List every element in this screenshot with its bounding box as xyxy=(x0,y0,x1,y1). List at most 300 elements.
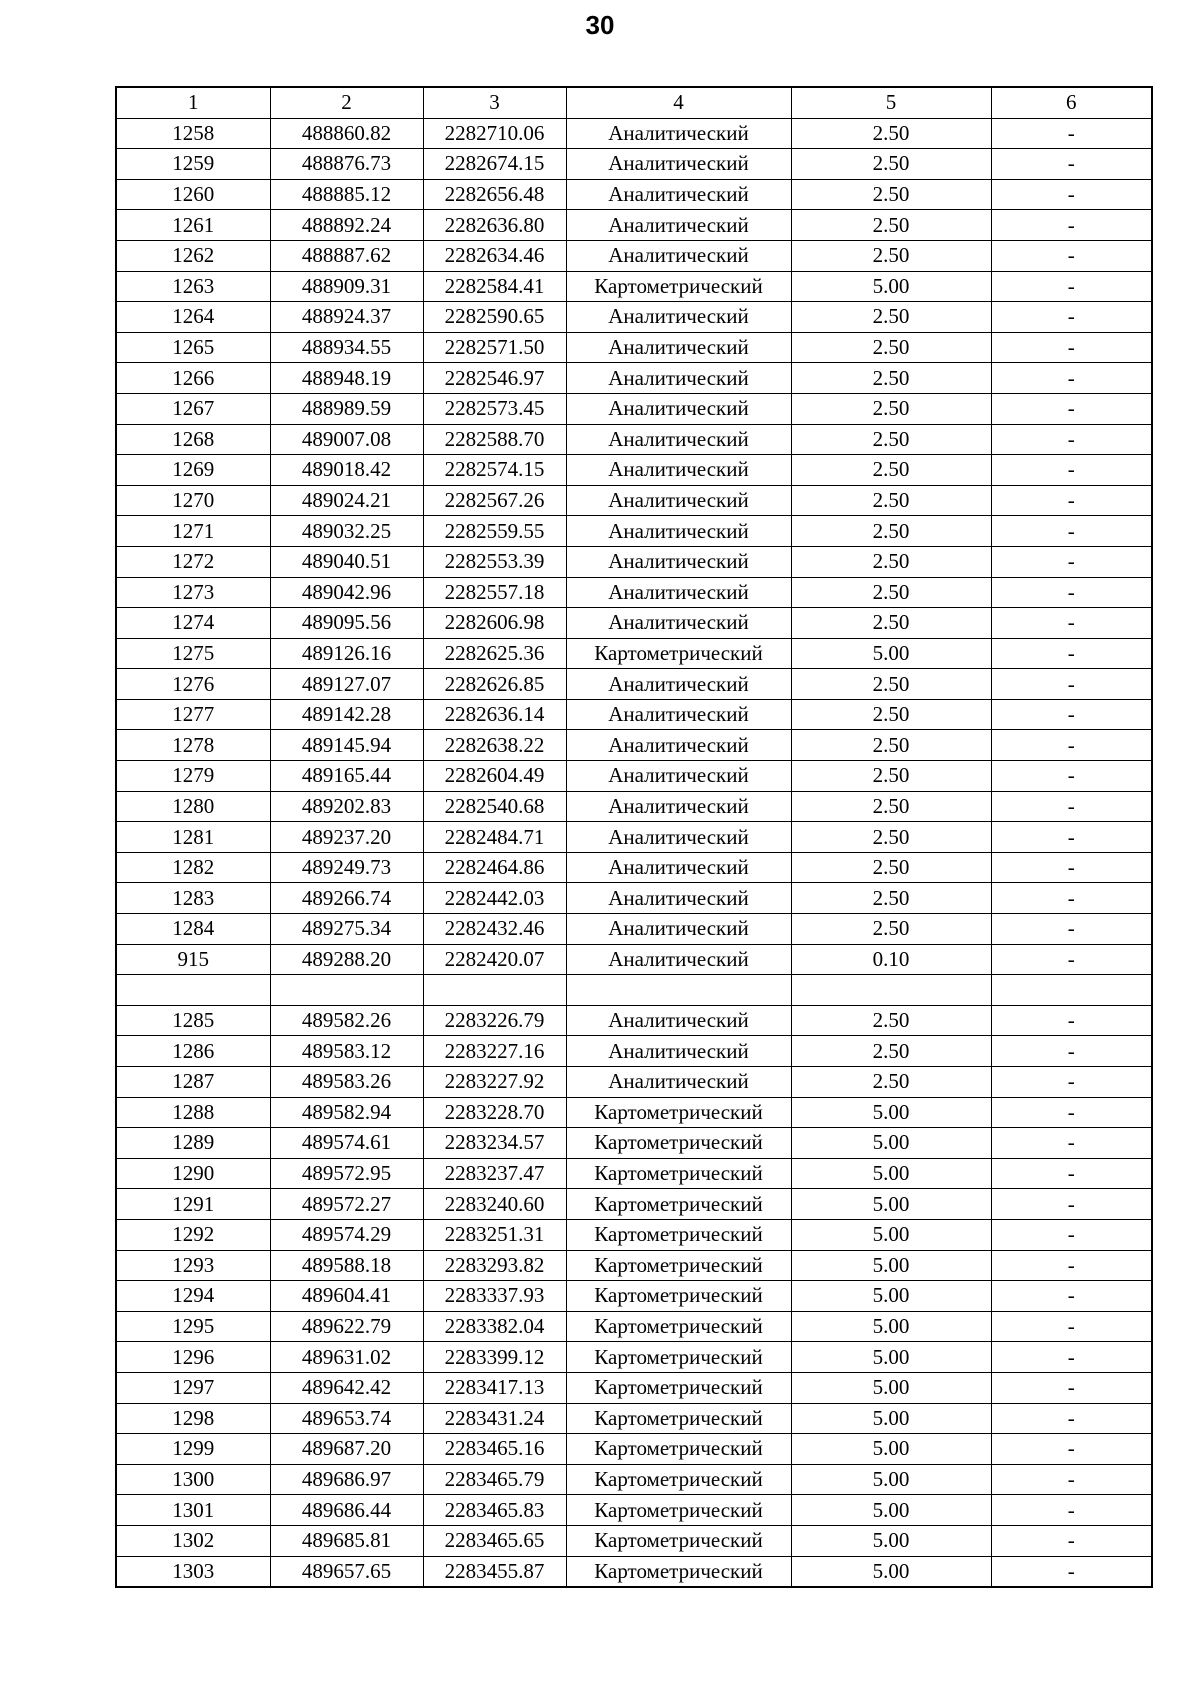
table-row xyxy=(116,1189,1152,1220)
point-number-cell: 1289 xyxy=(116,1128,270,1159)
y-coordinate-cell: 2282636.14 xyxy=(423,699,566,730)
table-row xyxy=(116,822,1152,853)
accuracy-cell: 5.00 xyxy=(791,1189,991,1220)
point-number-cell: 1269 xyxy=(116,455,270,486)
header-row xyxy=(116,87,1152,118)
y-coordinate-cell: 2282710.06 xyxy=(423,118,566,149)
point-number-cell: 1281 xyxy=(116,822,270,853)
accuracy-cell: 5.00 xyxy=(791,1281,991,1312)
point-number-cell: 1271 xyxy=(116,516,270,547)
accuracy-cell: 2.50 xyxy=(791,791,991,822)
y-coordinate-cell: 2283465.79 xyxy=(423,1464,566,1495)
x-coordinate-cell: 489095.56 xyxy=(270,608,423,639)
table-row xyxy=(116,638,1152,669)
x-coordinate-cell: 489024.21 xyxy=(270,485,423,516)
note-cell: - xyxy=(991,1372,1152,1403)
accuracy-cell: 2.50 xyxy=(791,914,991,945)
accuracy-cell: 2.50 xyxy=(791,669,991,700)
x-coordinate-cell: 489582.94 xyxy=(270,1097,423,1128)
accuracy-cell: 2.50 xyxy=(791,608,991,639)
y-coordinate-cell: 2282432.46 xyxy=(423,914,566,945)
y-coordinate-cell: 2282573.45 xyxy=(423,393,566,424)
point-number-cell: 1295 xyxy=(116,1311,270,1342)
accuracy-cell: 5.00 xyxy=(791,1403,991,1434)
point-number-cell: 1287 xyxy=(116,1067,270,1098)
accuracy-cell: 5.00 xyxy=(791,1495,991,1526)
method-cell: Аналитический xyxy=(566,852,791,883)
accuracy-cell: 5.00 xyxy=(791,1525,991,1556)
table-row xyxy=(116,363,1152,394)
table-row xyxy=(116,608,1152,639)
accuracy-cell: 2.50 xyxy=(791,240,991,271)
point-number-cell: 1302 xyxy=(116,1525,270,1556)
y-coordinate-cell: 2283251.31 xyxy=(423,1219,566,1250)
note-cell: - xyxy=(991,546,1152,577)
column-header: 5 xyxy=(791,87,991,118)
note-cell: - xyxy=(991,1189,1152,1220)
method-cell: Картометрический xyxy=(566,638,791,669)
y-coordinate-cell: 2282574.15 xyxy=(423,455,566,486)
x-coordinate-cell: 489686.97 xyxy=(270,1464,423,1495)
note-cell: - xyxy=(991,1525,1152,1556)
point-number-cell: 1293 xyxy=(116,1250,270,1281)
table-row xyxy=(116,1434,1152,1465)
table-row xyxy=(116,1097,1152,1128)
x-coordinate-cell: 489574.29 xyxy=(270,1219,423,1250)
accuracy-cell: 2.50 xyxy=(791,577,991,608)
table-row xyxy=(116,883,1152,914)
point-number-cell: 1291 xyxy=(116,1189,270,1220)
point-number-cell: 1284 xyxy=(116,914,270,945)
table-row xyxy=(116,975,1152,1006)
table-row xyxy=(116,118,1152,149)
y-coordinate-cell: 2282464.86 xyxy=(423,852,566,883)
point-number-cell: 1303 xyxy=(116,1556,270,1587)
table-row xyxy=(116,1036,1152,1067)
point-number-cell: 1294 xyxy=(116,1281,270,1312)
point-number-cell: 1286 xyxy=(116,1036,270,1067)
x-coordinate-cell: 489686.44 xyxy=(270,1495,423,1526)
method-cell: Аналитический xyxy=(566,118,791,149)
method-cell xyxy=(566,975,791,1006)
note-cell: - xyxy=(991,822,1152,853)
table-row xyxy=(116,1281,1152,1312)
note-cell: - xyxy=(991,332,1152,363)
x-coordinate-cell: 489249.73 xyxy=(270,852,423,883)
accuracy-cell: 5.00 xyxy=(791,1128,991,1159)
table-row xyxy=(116,1464,1152,1495)
x-coordinate-cell: 489622.79 xyxy=(270,1311,423,1342)
x-coordinate-cell: 489040.51 xyxy=(270,546,423,577)
point-number-cell: 1273 xyxy=(116,577,270,608)
method-cell: Картометрический xyxy=(566,1311,791,1342)
accuracy-cell: 5.00 xyxy=(791,1342,991,1373)
note-cell: - xyxy=(991,363,1152,394)
note-cell: - xyxy=(991,179,1152,210)
x-coordinate-cell: 489583.12 xyxy=(270,1036,423,1067)
note-cell: - xyxy=(991,730,1152,761)
table-row xyxy=(116,1342,1152,1373)
x-coordinate-cell: 488934.55 xyxy=(270,332,423,363)
y-coordinate-cell: 2283227.16 xyxy=(423,1036,566,1067)
note-cell: - xyxy=(991,393,1152,424)
accuracy-cell: 5.00 xyxy=(791,1464,991,1495)
y-coordinate-cell: 2282606.98 xyxy=(423,608,566,639)
point-number-cell: 1279 xyxy=(116,761,270,792)
x-coordinate-cell: 489007.08 xyxy=(270,424,423,455)
method-cell: Аналитический xyxy=(566,179,791,210)
note-cell: - xyxy=(991,1036,1152,1067)
x-coordinate-cell: 489642.42 xyxy=(270,1372,423,1403)
method-cell: Картометрический xyxy=(566,1342,791,1373)
point-number-cell: 1298 xyxy=(116,1403,270,1434)
y-coordinate-cell: 2282626.85 xyxy=(423,669,566,700)
table-row xyxy=(116,424,1152,455)
point-number-cell: 1274 xyxy=(116,608,270,639)
note-cell: - xyxy=(991,210,1152,241)
point-number-cell: 1270 xyxy=(116,485,270,516)
x-coordinate-cell: 489685.81 xyxy=(270,1525,423,1556)
method-cell: Картометрический xyxy=(566,1372,791,1403)
point-number-cell: 1300 xyxy=(116,1464,270,1495)
y-coordinate-cell: 2283240.60 xyxy=(423,1189,566,1220)
method-cell: Аналитический xyxy=(566,699,791,730)
method-cell: Аналитический xyxy=(566,577,791,608)
note-cell: - xyxy=(991,608,1152,639)
accuracy-cell: 5.00 xyxy=(791,638,991,669)
method-cell: Аналитический xyxy=(566,149,791,180)
column-header: 4 xyxy=(566,87,791,118)
method-cell: Картометрический xyxy=(566,1189,791,1220)
accuracy-cell: 2.50 xyxy=(791,1005,991,1036)
accuracy-cell: 2.50 xyxy=(791,118,991,149)
method-cell: Аналитический xyxy=(566,669,791,700)
method-cell: Картометрический xyxy=(566,1495,791,1526)
method-cell: Аналитический xyxy=(566,914,791,945)
y-coordinate-cell xyxy=(423,975,566,1006)
x-coordinate-cell: 489165.44 xyxy=(270,761,423,792)
y-coordinate-cell: 2283226.79 xyxy=(423,1005,566,1036)
method-cell: Аналитический xyxy=(566,393,791,424)
y-coordinate-cell: 2282656.48 xyxy=(423,179,566,210)
x-coordinate-cell: 489237.20 xyxy=(270,822,423,853)
table-row xyxy=(116,546,1152,577)
y-coordinate-cell: 2283382.04 xyxy=(423,1311,566,1342)
x-coordinate-cell: 489288.20 xyxy=(270,944,423,975)
table-row xyxy=(116,1005,1152,1036)
accuracy-cell: 5.00 xyxy=(791,1556,991,1587)
y-coordinate-cell: 2282484.71 xyxy=(423,822,566,853)
method-cell: Картометрический xyxy=(566,1250,791,1281)
y-coordinate-cell: 2283234.57 xyxy=(423,1128,566,1159)
table-row xyxy=(116,393,1152,424)
y-coordinate-cell: 2283465.83 xyxy=(423,1495,566,1526)
accuracy-cell: 5.00 xyxy=(791,1097,991,1128)
note-cell: - xyxy=(991,1342,1152,1373)
point-number-cell: 1262 xyxy=(116,240,270,271)
x-coordinate-cell: 489145.94 xyxy=(270,730,423,761)
x-coordinate-cell: 489127.07 xyxy=(270,669,423,700)
point-number-cell: 1263 xyxy=(116,271,270,302)
y-coordinate-cell: 2282546.97 xyxy=(423,363,566,394)
method-cell: Картометрический xyxy=(566,271,791,302)
method-cell: Аналитический xyxy=(566,944,791,975)
method-cell: Аналитический xyxy=(566,210,791,241)
x-coordinate-cell: 489588.18 xyxy=(270,1250,423,1281)
table-row xyxy=(116,210,1152,241)
note-cell: - xyxy=(991,1250,1152,1281)
note-cell: - xyxy=(991,1158,1152,1189)
accuracy-cell: 2.50 xyxy=(791,761,991,792)
method-cell: Аналитический xyxy=(566,516,791,547)
point-number-cell: 1301 xyxy=(116,1495,270,1526)
point-number-cell: 1282 xyxy=(116,852,270,883)
point-number-cell: 1275 xyxy=(116,638,270,669)
y-coordinate-cell: 2282588.70 xyxy=(423,424,566,455)
point-number-cell: 1277 xyxy=(116,699,270,730)
x-coordinate-cell: 489582.26 xyxy=(270,1005,423,1036)
accuracy-cell: 2.50 xyxy=(791,393,991,424)
accuracy-cell: 5.00 xyxy=(791,1434,991,1465)
x-coordinate-cell: 489202.83 xyxy=(270,791,423,822)
y-coordinate-cell: 2283228.70 xyxy=(423,1097,566,1128)
table-row xyxy=(116,149,1152,180)
column-header: 1 xyxy=(116,87,270,118)
point-number-cell: 1297 xyxy=(116,1372,270,1403)
page-number: 30 xyxy=(585,10,615,40)
accuracy-cell: 5.00 xyxy=(791,1372,991,1403)
point-number-cell: 1264 xyxy=(116,302,270,333)
method-cell: Аналитический xyxy=(566,883,791,914)
y-coordinate-cell: 2283455.87 xyxy=(423,1556,566,1587)
note-cell: - xyxy=(991,302,1152,333)
x-coordinate-cell: 488860.82 xyxy=(270,118,423,149)
x-coordinate-cell: 488885.12 xyxy=(270,179,423,210)
table-row xyxy=(116,455,1152,486)
note-cell: - xyxy=(991,1219,1152,1250)
point-number-cell: 1276 xyxy=(116,669,270,700)
accuracy-cell: 2.50 xyxy=(791,822,991,853)
note-cell: - xyxy=(991,1067,1152,1098)
accuracy-cell: 2.50 xyxy=(791,546,991,577)
note-cell: - xyxy=(991,1097,1152,1128)
x-coordinate-cell: 489604.41 xyxy=(270,1281,423,1312)
note-cell: - xyxy=(991,149,1152,180)
method-cell: Аналитический xyxy=(566,1005,791,1036)
x-coordinate-cell: 489572.95 xyxy=(270,1158,423,1189)
point-number-cell: 1292 xyxy=(116,1219,270,1250)
accuracy-cell: 5.00 xyxy=(791,1250,991,1281)
y-coordinate-cell: 2283337.93 xyxy=(423,1281,566,1312)
note-cell: - xyxy=(991,914,1152,945)
table-row xyxy=(116,179,1152,210)
x-coordinate-cell: 488924.37 xyxy=(270,302,423,333)
y-coordinate-cell: 2282442.03 xyxy=(423,883,566,914)
method-cell: Аналитический xyxy=(566,332,791,363)
accuracy-cell: 2.50 xyxy=(791,1067,991,1098)
note-cell: - xyxy=(991,944,1152,975)
y-coordinate-cell: 2282553.39 xyxy=(423,546,566,577)
y-coordinate-cell: 2282634.46 xyxy=(423,240,566,271)
point-number-cell: 1285 xyxy=(116,1005,270,1036)
y-coordinate-cell: 2283465.65 xyxy=(423,1525,566,1556)
note-cell xyxy=(991,975,1152,1006)
accuracy-cell: 2.50 xyxy=(791,363,991,394)
note-cell: - xyxy=(991,852,1152,883)
y-coordinate-cell: 2282559.55 xyxy=(423,516,566,547)
method-cell: Картометрический xyxy=(566,1403,791,1434)
table-row xyxy=(116,791,1152,822)
y-coordinate-cell: 2283417.13 xyxy=(423,1372,566,1403)
method-cell: Аналитический xyxy=(566,761,791,792)
note-cell: - xyxy=(991,516,1152,547)
note-cell: - xyxy=(991,1281,1152,1312)
method-cell: Картометрический xyxy=(566,1128,791,1159)
y-coordinate-cell: 2282625.36 xyxy=(423,638,566,669)
note-cell: - xyxy=(991,638,1152,669)
y-coordinate-cell: 2283237.47 xyxy=(423,1158,566,1189)
y-coordinate-cell: 2283399.12 xyxy=(423,1342,566,1373)
method-cell: Картометрический xyxy=(566,1525,791,1556)
point-number-cell: 1278 xyxy=(116,730,270,761)
y-coordinate-cell: 2283293.82 xyxy=(423,1250,566,1281)
note-cell: - xyxy=(991,455,1152,486)
method-cell: Аналитический xyxy=(566,1036,791,1067)
y-coordinate-cell: 2282567.26 xyxy=(423,485,566,516)
table-body xyxy=(116,118,1152,1587)
point-number-cell: 1268 xyxy=(116,424,270,455)
method-cell: Аналитический xyxy=(566,240,791,271)
method-cell: Картометрический xyxy=(566,1158,791,1189)
method-cell: Аналитический xyxy=(566,791,791,822)
table-row xyxy=(116,761,1152,792)
x-coordinate-cell: 488876.73 xyxy=(270,149,423,180)
point-number-cell: 1272 xyxy=(116,546,270,577)
accuracy-cell: 5.00 xyxy=(791,1219,991,1250)
x-coordinate-cell: 489042.96 xyxy=(270,577,423,608)
point-number-cell: 1280 xyxy=(116,791,270,822)
method-cell: Аналитический xyxy=(566,608,791,639)
table-row xyxy=(116,944,1152,975)
note-cell: - xyxy=(991,791,1152,822)
table-row xyxy=(116,577,1152,608)
accuracy-cell: 2.50 xyxy=(791,485,991,516)
y-coordinate-cell: 2282590.65 xyxy=(423,302,566,333)
point-number-cell: 1259 xyxy=(116,149,270,180)
method-cell: Картометрический xyxy=(566,1219,791,1250)
accuracy-cell: 2.50 xyxy=(791,883,991,914)
table-row xyxy=(116,516,1152,547)
table-header xyxy=(116,87,1152,118)
point-number-cell: 1290 xyxy=(116,1158,270,1189)
table-row xyxy=(116,332,1152,363)
method-cell: Аналитический xyxy=(566,822,791,853)
y-coordinate-cell: 2282571.50 xyxy=(423,332,566,363)
method-cell: Аналитический xyxy=(566,546,791,577)
accuracy-cell: 5.00 xyxy=(791,271,991,302)
method-cell: Аналитический xyxy=(566,730,791,761)
method-cell: Картометрический xyxy=(566,1434,791,1465)
x-coordinate-cell: 489653.74 xyxy=(270,1403,423,1434)
accuracy-cell: 2.50 xyxy=(791,302,991,333)
note-cell: - xyxy=(991,669,1152,700)
accuracy-cell: 5.00 xyxy=(791,1158,991,1189)
method-cell: Аналитический xyxy=(566,302,791,333)
table-row xyxy=(116,1219,1152,1250)
note-cell: - xyxy=(991,240,1152,271)
note-cell: - xyxy=(991,1403,1152,1434)
x-coordinate-cell: 489574.61 xyxy=(270,1128,423,1159)
x-coordinate-cell: 489126.16 xyxy=(270,638,423,669)
y-coordinate-cell: 2282638.22 xyxy=(423,730,566,761)
table-row xyxy=(116,240,1152,271)
table-row xyxy=(116,1067,1152,1098)
note-cell: - xyxy=(991,1464,1152,1495)
point-number-cell: 915 xyxy=(116,944,270,975)
x-coordinate-cell: 489572.27 xyxy=(270,1189,423,1220)
method-cell: Картометрический xyxy=(566,1556,791,1587)
y-coordinate-cell: 2283431.24 xyxy=(423,1403,566,1434)
point-number-cell: 1288 xyxy=(116,1097,270,1128)
point-number-cell: 1258 xyxy=(116,118,270,149)
y-coordinate-cell: 2282584.41 xyxy=(423,271,566,302)
point-number-cell: 1283 xyxy=(116,883,270,914)
note-cell: - xyxy=(991,1495,1152,1526)
x-coordinate-cell: 489032.25 xyxy=(270,516,423,547)
accuracy-cell: 2.50 xyxy=(791,332,991,363)
table-row xyxy=(116,1311,1152,1342)
accuracy-cell: 2.50 xyxy=(791,516,991,547)
y-coordinate-cell: 2283465.16 xyxy=(423,1434,566,1465)
note-cell: - xyxy=(991,485,1152,516)
method-cell: Картометрический xyxy=(566,1281,791,1312)
note-cell: - xyxy=(991,118,1152,149)
table-row xyxy=(116,1525,1152,1556)
method-cell: Аналитический xyxy=(566,485,791,516)
note-cell: - xyxy=(991,883,1152,914)
column-header: 6 xyxy=(991,87,1152,118)
x-coordinate-cell: 489018.42 xyxy=(270,455,423,486)
method-cell: Аналитический xyxy=(566,455,791,486)
y-coordinate-cell: 2283227.92 xyxy=(423,1067,566,1098)
note-cell: - xyxy=(991,1005,1152,1036)
accuracy-cell: 5.00 xyxy=(791,1311,991,1342)
note-cell: - xyxy=(991,699,1152,730)
x-coordinate-cell: 488989.59 xyxy=(270,393,423,424)
table-row xyxy=(116,730,1152,761)
table-row xyxy=(116,271,1152,302)
table-row xyxy=(116,1403,1152,1434)
accuracy-cell: 2.50 xyxy=(791,149,991,180)
x-coordinate-cell: 489266.74 xyxy=(270,883,423,914)
point-number-cell: 1260 xyxy=(116,179,270,210)
table-row xyxy=(116,1128,1152,1159)
y-coordinate-cell: 2282636.80 xyxy=(423,210,566,241)
method-cell: Аналитический xyxy=(566,424,791,455)
point-number-cell: 1299 xyxy=(116,1434,270,1465)
coordinates-table xyxy=(115,86,1153,1588)
point-number-cell: 1267 xyxy=(116,393,270,424)
note-cell: - xyxy=(991,271,1152,302)
x-coordinate-cell: 489687.20 xyxy=(270,1434,423,1465)
table-row xyxy=(116,914,1152,945)
method-cell: Картометрический xyxy=(566,1464,791,1495)
table-row xyxy=(116,852,1152,883)
note-cell: - xyxy=(991,1434,1152,1465)
x-coordinate-cell: 488948.19 xyxy=(270,363,423,394)
x-coordinate-cell: 489657.65 xyxy=(270,1556,423,1587)
note-cell: - xyxy=(991,1311,1152,1342)
